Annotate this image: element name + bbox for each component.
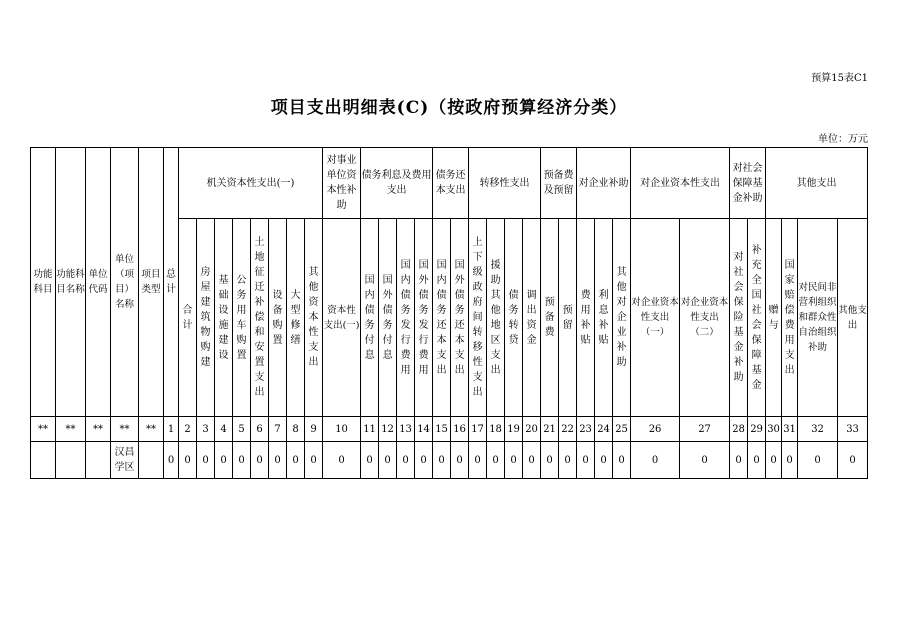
unit-name-cell: 汉昌学区 <box>111 442 139 479</box>
sub-header: 其他资本性支出 <box>305 219 323 417</box>
col-header-unit-code: 单位代码 <box>86 148 111 417</box>
table-cell: 0 <box>577 442 595 479</box>
table-cell: 24 <box>595 417 613 442</box>
sub-header: 国外债务付息 <box>379 219 397 417</box>
table-cell: 0 <box>305 442 323 479</box>
group-header-agency-capital: 机关资本性支出(一) <box>179 148 323 219</box>
sub-header: 利息补贴 <box>595 219 613 417</box>
sub-header: 土地征迁补偿和安置支出 <box>251 219 269 417</box>
sub-header: 设备购置 <box>269 219 287 417</box>
sub-header: 资本性支出(一) <box>323 219 361 417</box>
index-row <box>31 417 868 442</box>
table-cell: 6 <box>251 417 269 442</box>
page-title: 项目支出明细表(C)（按政府预算经济分类） <box>270 98 628 118</box>
table-cell: ** <box>56 417 86 442</box>
table-cell: 9 <box>305 417 323 442</box>
sub-header: 国内债务发行费用 <box>397 219 415 417</box>
table-cell: 8 <box>287 417 305 442</box>
table-cell <box>139 442 164 479</box>
col-header-function-code: 功能科目 <box>31 148 56 417</box>
table-cell: 0 <box>595 442 613 479</box>
table-cell: ** <box>31 417 56 442</box>
sub-header: 房屋建筑物购建 <box>197 219 215 417</box>
sub-header: 预留 <box>559 219 577 417</box>
table-cell: 22 <box>559 417 577 442</box>
header-group-row <box>31 148 868 219</box>
table-cell: 0 <box>782 442 798 479</box>
sub-header: 其他对企业补助 <box>613 219 631 417</box>
table-cell: 19 <box>505 417 523 442</box>
sub-header: 调出资金 <box>523 219 541 417</box>
table-cell: 0 <box>541 442 559 479</box>
group-header-reserve: 预备费及预留 <box>541 148 577 219</box>
budget-table <box>30 147 868 479</box>
table-cell: 0 <box>469 442 487 479</box>
table-cell: 21 <box>541 417 559 442</box>
table-cell: 0 <box>397 442 415 479</box>
sub-header: 国内债务还本支出 <box>433 219 451 417</box>
table-cell <box>56 442 86 479</box>
table-cell: 1 <box>164 417 179 442</box>
table-cell: 2 <box>179 417 197 442</box>
sub-header: 费用补贴 <box>577 219 595 417</box>
table-cell: 29 <box>748 417 766 442</box>
table-cell: 13 <box>397 417 415 442</box>
table-cell: ** <box>86 417 111 442</box>
table-cell: 0 <box>323 442 361 479</box>
group-header-debt-interest: 债务利息及费用支出 <box>361 148 433 219</box>
table-cell: 14 <box>415 417 433 442</box>
table-cell: 0 <box>287 442 305 479</box>
table-cell: 28 <box>730 417 748 442</box>
sub-header: 预备费 <box>541 219 559 417</box>
table-cell: 0 <box>379 442 397 479</box>
table-cell: 12 <box>379 417 397 442</box>
table-cell: 0 <box>631 442 680 479</box>
sub-header: 对民间非营利组织和群众性自治组织补助 <box>798 219 838 417</box>
table-cell: 0 <box>451 442 469 479</box>
table-cell: 25 <box>613 417 631 442</box>
sub-header: 援助其他地区支出 <box>487 219 505 417</box>
table-cell: 10 <box>323 417 361 442</box>
table-cell: 0 <box>613 442 631 479</box>
sub-header: 债务转贷 <box>505 219 523 417</box>
group-header-transfer: 转移性支出 <box>469 148 541 219</box>
table-cell: 18 <box>487 417 505 442</box>
group-header-other: 其他支出 <box>766 148 868 219</box>
table-cell: 0 <box>215 442 233 479</box>
table-cell: 0 <box>487 442 505 479</box>
table-cell: 0 <box>415 442 433 479</box>
table-cell: 0 <box>748 442 766 479</box>
group-header-debt-principal: 债务还本支出 <box>433 148 469 219</box>
group-header-institution-capital-subsidy: 对事业单位资本性补助 <box>323 148 361 219</box>
table-cell: 5 <box>233 417 251 442</box>
sub-header: 国家赔偿费用支出 <box>782 219 798 417</box>
table-cell: 30 <box>766 417 782 442</box>
table-cell: 0 <box>680 442 730 479</box>
group-header-enterprise-capital: 对企业资本性支出 <box>631 148 730 219</box>
table-cell: 0 <box>233 442 251 479</box>
table-cell: 3 <box>197 417 215 442</box>
col-header-project-type: 项目类型 <box>139 148 164 417</box>
table-cell: 0 <box>523 442 541 479</box>
table-cell <box>86 442 111 479</box>
table-cell: 7 <box>269 417 287 442</box>
table-cell: 0 <box>505 442 523 479</box>
sub-header: 对企业资本性支出（二） <box>680 219 730 417</box>
sub-header: 其他支出 <box>838 219 868 417</box>
table-cell: 0 <box>164 442 179 479</box>
table-cell: 0 <box>251 442 269 479</box>
table-cell: 15 <box>433 417 451 442</box>
table-cell: 31 <box>782 417 798 442</box>
table-cell: 0 <box>798 442 838 479</box>
sub-header: 合计 <box>179 219 197 417</box>
sub-header: 国外债务还本支出 <box>451 219 469 417</box>
table-cell: 0 <box>838 442 868 479</box>
group-header-social-security: 对社会保障基金补助 <box>730 148 766 219</box>
table-cell: 0 <box>269 442 287 479</box>
sub-header: 国内债务付息 <box>361 219 379 417</box>
col-header-function-name: 功能科目名称 <box>56 148 86 417</box>
table-cell: 26 <box>631 417 680 442</box>
sub-header: 上下级政府间转移性支出 <box>469 219 487 417</box>
table-cell: 0 <box>361 442 379 479</box>
table-cell: 11 <box>361 417 379 442</box>
table-cell: 17 <box>469 417 487 442</box>
table-cell: 20 <box>523 417 541 442</box>
table-cell: 0 <box>559 442 577 479</box>
table-cell <box>31 442 56 479</box>
table-cell: 4 <box>215 417 233 442</box>
table-cell: 32 <box>798 417 838 442</box>
table-cell: 0 <box>730 442 748 479</box>
table-cell: 27 <box>680 417 730 442</box>
table-cell: 0 <box>433 442 451 479</box>
unit-label: 单位：万元 <box>818 134 868 145</box>
table-code: 预算15表C1 <box>811 73 868 84</box>
col-header-unit-name: 单位（项目）名称 <box>111 148 139 417</box>
sub-header: 补充全国社会保障基金 <box>748 219 766 417</box>
sub-header: 赠与 <box>766 219 782 417</box>
table-cell: ** <box>139 417 164 442</box>
data-row <box>31 442 868 479</box>
sub-header: 基础设施建设 <box>215 219 233 417</box>
sub-header: 对企业资本性支出（一） <box>631 219 680 417</box>
table-cell: 0 <box>179 442 197 479</box>
table-cell: 0 <box>766 442 782 479</box>
sub-header: 公务用车购置 <box>233 219 251 417</box>
sub-header: 大型修缮 <box>287 219 305 417</box>
col-header-total: 总计 <box>164 148 179 417</box>
sub-header: 对社会保险基金补助 <box>730 219 748 417</box>
table-cell: 16 <box>451 417 469 442</box>
table-cell: 33 <box>838 417 868 442</box>
table-cell: 0 <box>197 442 215 479</box>
table-cell: 23 <box>577 417 595 442</box>
group-header-enterprise-subsidy: 对企业补助 <box>577 148 631 219</box>
sub-header: 国外债务发行费用 <box>415 219 433 417</box>
table-cell: ** <box>111 417 139 442</box>
